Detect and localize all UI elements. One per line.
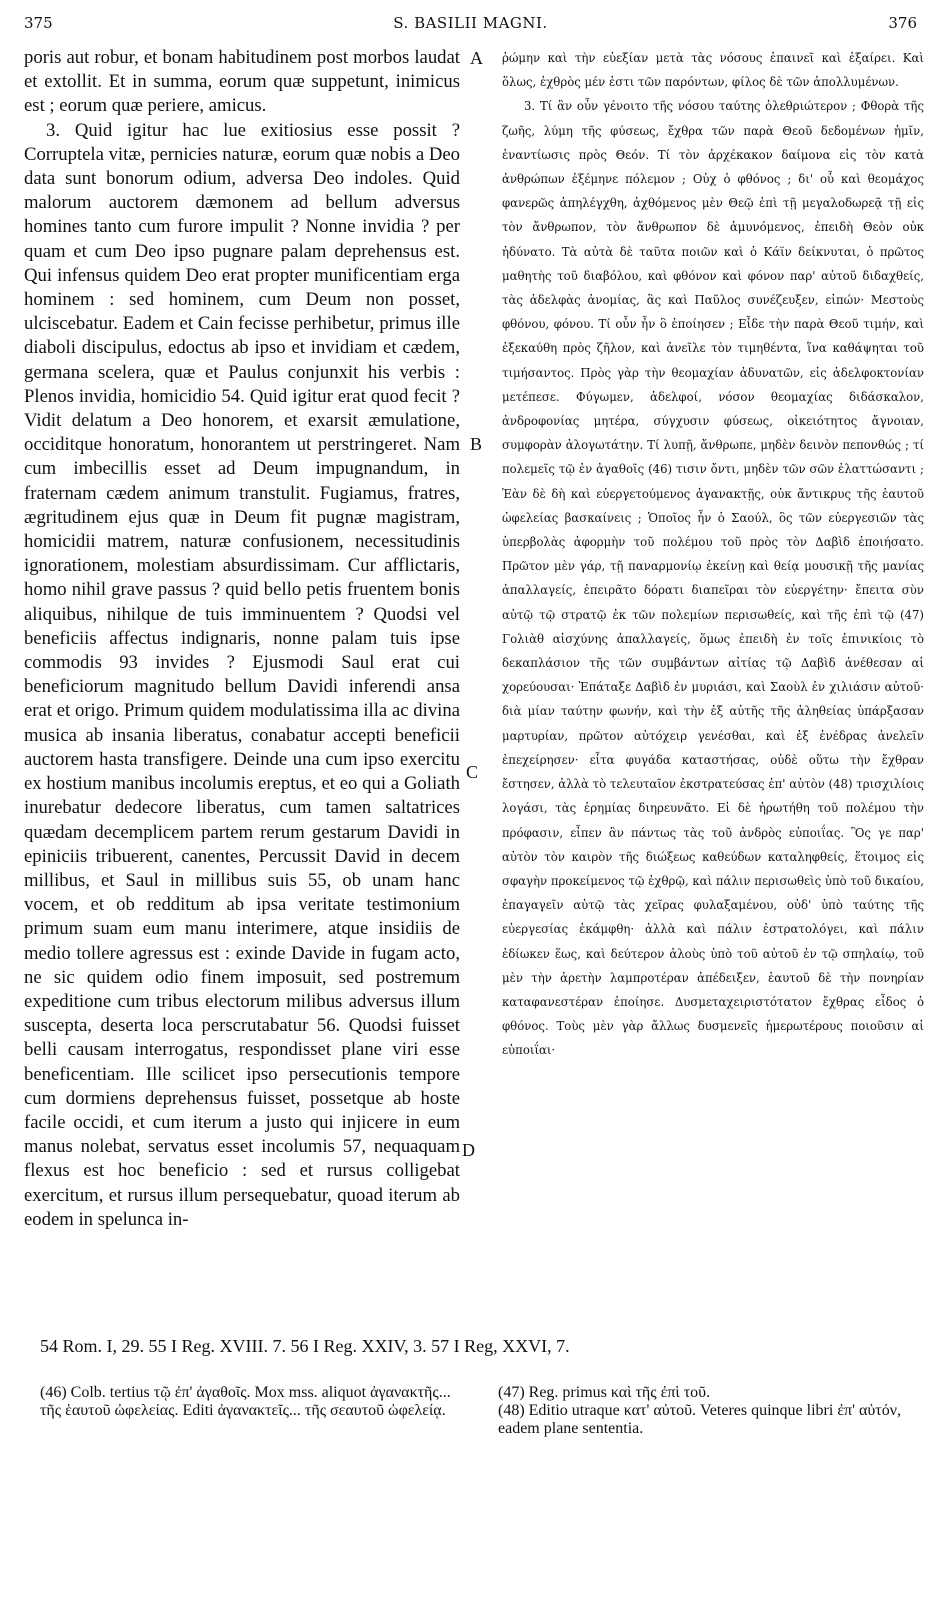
footnotes-right <box>498 1384 918 1438</box>
margin-letter-c: C <box>466 762 479 782</box>
latin-paragraph: poris aut robur, et bonam habitudinem post morbos laudat et extollit. Et in summa, eorum quæ suppetunt, inimicus est ; eorum quæ periere, amicus. <box>24 47 460 117</box>
margin-letter-b: B <box>470 434 483 454</box>
footnote-48: (48) Editio utraque κατ' αὐτοῦ. Veteres quinque libri ἐπ' αὐτόν, eadem plane sententia. <box>498 1402 901 1437</box>
latin-paragraph: 3. Quid igitur hac lue exitiosius esse possit ? Corruptela vitæ, pernicies naturæ, eorum quæ nobis a Deo data sunt bonorum odium, adversa Deo indoles. Quid malorum auctorem dæmonem ad bellum adversus homines tanto cum furore impulit ? Nonne invidia ? per quam et cum Deo ipso pugnare palam deprehensus est. Qui infensus quidem Deo erat propter munificentiam erga hominem : sed hominem, cum Deum non posset, ulciscebatur. Eadem et Cain fecisse perhibetur, primus ille diaboli discipulus, edoctus ab ipso et invidiam et cædem, germana scelera, quæ et Paulus conjunxit his verbis : Plenos invidia, homicidio 54. Quid igitur erat quod fecit ? Vidit delatum a Deo honorem, et exarsit æmulatione, occiditque honoratum, honorantem ut perstringeret. Nam cum imbecillis esset ad Deum impugnandum, in fraternam cædem animum transtulit. Fugiamus, fratres, ægritudinem ejus quæ in Deum fit pugnæ magistram, homicidii matrem, naturæ confusionem, necessitudinis ignorationem, molestiam absurdissimam. Cur afflictaris, homo nihil grave passus ? quid bello petis fruentem bonis aliquibus, nihilque de tuis imminuentem ? Quodsi vel beneficiis affectus indignaris, nonne palam tuis ipse commodis 93 invides ? Ejusmodi Saul erat cui beneficiorum magnitudo bellum Davidi inferendi ansa erat et origo. Primum quidem modulatissima illa ac divina musica ab insania liberatus, conabatur accepti beneficii auctorem hasta transfigere. Deinde una cum ipso exercitu ex hostium manibus incolumis ereptus, et eo qui a Goliath inurebatur dedecore liberatus, cum tamen saltatrices quædam decemplicem partem rerum gestarum Davidi in epiniciis tribuerent, canentes, Percussit David in decem millibus, et Saul in millibus suis 55, ob unam hanc vocem, et ob redditum ab ipsa veritate testimonium primum suam eum manu interimere, atque insidiis de medio tollere agressus est : exinde Davide in fugam acto, ne sic quidem odio finem imposuit, sed postremum expeditione cum tribus electorum milibus adversus illum suscepta, deserta loca perscrutabatur 56. Quodsi fuisset belli causam interrogatus, respondisset plane viri esse beneficentiam. Ille scilicet ipso persecutionis tempore cum dormiens deprehensus fuisset, possetque ab hoste facile occidi, et cum iterum a justo qui injicere in eum manus nolebat, servatus esset incolumis 57, nequaquam flexus est hoc beneficio : sed et rursus colligebat exercitum, et rursus illum persequebatur, quoad iterum ab eodem in spelunca in- <box>24 119 460 1230</box>
greek-text-column <box>502 46 924 1063</box>
footnote-46: (46) Colb. tertius τῷ ἐπ' ἀγαθοῖς. Mox mss. aliquot ἀγανακτῆς... τῆς ἑαυτοῦ ὠφελείας. Editi ἀγανακτεῖς... τῆς σεαυτοῦ ὠφελείᾳ. <box>40 1384 451 1419</box>
right-page-number: 376 <box>888 14 917 32</box>
latin-text-column <box>24 46 460 1232</box>
scripture-references: 54 Rom. I, 29. 55 I Reg. XVIII. 7. 56 I Reg. XXIV, 3. 57 I Reg, XXVI, 7. <box>40 1336 570 1356</box>
margin-letter-d: D <box>462 1140 475 1160</box>
running-title: S. BASILII MAGNI. <box>393 14 548 32</box>
left-page-number: 375 <box>24 14 53 32</box>
footnotes-left <box>40 1384 460 1420</box>
greek-paragraph: 3. Τί ἂν οὖν γένοιτο τῆς νόσου ταύτης ὀλεθριώτερον ; Φθορὰ τῆς ζωῆς, λύμη τῆς φύσεως, ἔχθρα τῶν παρὰ Θεοῦ δεδομένων ἡμῖν, ἐναντίωσις πρὸς Θεόν. Τί τὸν ἀρχέκακον δαίμονα εἰς τὸν κατὰ ἀνθρώπων ἐξέμηνε πόλεμον ; Οὐχ ὁ φθόνος ; δι' οὗ καὶ θεομάχος φανερῶς ἀπηλέγχθη, ἀχθόμενος μὲν Θεῷ ἐπὶ τῇ μεγαλοδωρεᾷ τῇ εἰς τὸν ἄνθρωπον, τὸν ἄνθρωπον δὲ ἀμυνόμενος, ἐπειδὴ Θεὸν οὐκ ἠδύνατο. Τὰ αὐτὰ δὲ ταῦτα ποιῶν καὶ ὁ Κάϊν δείκνυται, ὁ πρῶτος μαθητὴς τοῦ διαβόλου, καὶ φθόνον καὶ φόνον παρ' αὐτοῦ διδαχθείς, τὰς ἀδελφὰς ἀνομίας, ἃς καὶ Παῦλος συνέζευξεν, εἰπών· Μεστοὺς φθόνου, φόνου. Τί οὖν ἦν ὃ ἐποίησεν ; Εἶδε τὴν παρὰ Θεοῦ τιμήν, καὶ ἐξεκαύθη πρὸς ζῆλον, καὶ ἀνεῖλε τὸν τιμηθέντα, ἵνα καθάψηται τοῦ τιμήσαντος. Πρὸς γὰρ τὴν θεομαχίαν ἀδυνατῶν, εἰς ἀδελφοκτονίαν μετέπεσε. Φύγωμεν, ἀδελφοί, νόσον θεομαχίας διδάσκαλον, ἀνδροφονίας μητέρα, σύγχυσιν φύσεως, οἰκειότητος ἄγνοιαν, συμφορὰν ἀλογωτάτην. Τί λυπῇ, ἄνθρωπε, μηδὲν δεινὸν πεπονθώς ; τί πολεμεῖς τῷ ἐν ἀγαθοῖς (46) τισιν ὄντι, μηδὲν τῶν σῶν ἐλαττώσαντι ; Ἐὰν δὲ δὴ καὶ εὐεργετούμενος ἀγανακτῇς, οὐκ ἄντικρυς τῆς ἑαυτοῦ ὠφελείας βασκαίνεις ; Ὁποῖος ἦν ὁ Σαούλ, ὃς τῶν εὐεργεσιῶν τὰς ὑπερβολὰς ἀφορμὴν τοῦ πολέμου τοῦ πρὸς τὸν Δαβὶδ ἐποιήσατο. Πρῶτον μὲν γάρ, τῇ παναρμονίῳ ἐκείνῃ καὶ θείᾳ μουσικῇ τῆς μανίας ἀπαλλαγείς, ἐπειρᾶτο δόρατι διαπεῖραι τὸν εὐεργέτην· ἔπειτα σὺν αὐτῷ τῷ στρατῷ ἐκ τῶν πολεμίων περισωθείς, καὶ τῆς ἐπὶ τῷ (47) Γολιὰθ αἰσχύνης ἀπαλλαγείς, ὅμως ἐπειδὴ ἐν τοῖς ἐπινικίοις τὸ δεκαπλάσιον τῆς τῶν συμβάντων αἰτίας τῷ Δαβὶδ ἀνέθεσαν αἱ χορεύουσαι· Ἐπάταξε Δαβὶδ ἐν μυριάσι, καὶ Σαοὺλ ἐν χιλιάσιν αὐτοῦ· διὰ μίαν ταύτην φωνήν, καὶ τὴν ἐξ αὐτῆς τῆς ἀληθείας ὑπάρξασαν μαρτυρίαν, πρῶτον αὐτόχειρ γενέσθαι, καὶ ἐξ ἐνέδρας ἀνελεῖν ἐπεχείρησεν· εἶτα φυγάδα καταστήσας, οὐδὲ οὕτω τὴν ἔχθραν ἔστησεν, ἀλλὰ τὸ τελευταῖον ἐκστρατεύσας ἐπ' αὐτὸν (48) τρισχιλίοις λογάσι, τὰς ἐρημίας διηρευνᾶτο. Εἰ δὲ ἠρωτήθη τοῦ πολέμου τὴν πρόφασιν, εἶπεν ἂν πάντως τὰς τοῦ ἀνδρὸς εὐποιΐας. Ὃς γε παρ' αὐτὸν τὸν καιρὸν τῆς διώξεως καθεύδων καταληφθείς, ἕτοιμος εἰς σφαγὴν προκείμενος τῷ ἐχθρῷ, καὶ πάλιν περισωθεὶς ὑπὸ τοῦ δικαίου, ἐπαγαγεῖν αὐτῷ τὰς χεῖρας φυλαξαμένου, οὐδ' ὑπὸ ταύτης τῆς εὐεργεσίας ἐκάμφθη· ἀλλὰ καὶ πάλιν ἐστρατολόγει, καὶ πάλιν ἐδίωκεν ἕως, καὶ δεύτερον ἁλοὺς ὑπὸ τοῦ αὐτοῦ ἐν τῷ σπηλαίῳ, τοῦ μὲν τὴν ἀρετὴν λαμπροτέραν ἀπέδειξεν, ἑαυτοῦ δὲ τὴν πονηρίαν καταφανεστέραν ἐποίησε. Δυσμεταχειριστότατον ἔχθρας εἶδος ὁ φθόνος. Τοὺς μὲν γὰρ ἄλλως δυσμενεῖς ἡμερωτέρους ποιοῦσιν αἱ εὐποιΐαι· <box>502 99 925 1058</box>
margin-letter-a: A <box>470 48 483 68</box>
footnote-47: (47) Reg. primus καὶ τῆς ἐπὶ τοῦ. <box>498 1384 711 1401</box>
greek-paragraph: ῥώμην καὶ τὴν εὐεξίαν μετὰ τὰς νόσους ἐπαινεῖ καὶ ἐξαίρει. Καὶ ὅλως, ἐχθρὸς μέν ἐστι τῶν παρόντων, φίλος δὲ τῶν ἀπολλυμένων. <box>502 51 924 90</box>
